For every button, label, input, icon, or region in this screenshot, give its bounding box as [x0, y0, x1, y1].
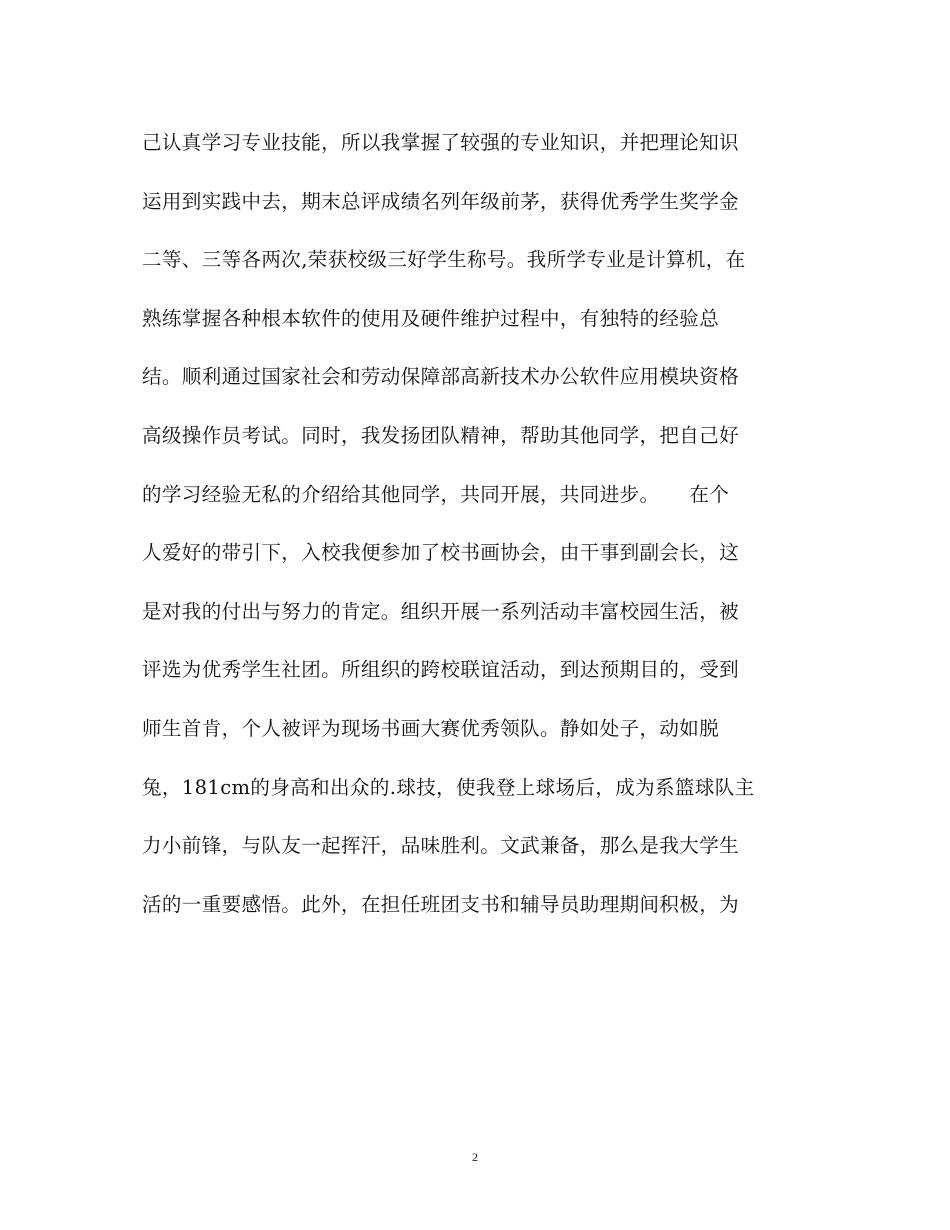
text-line: 兔，181cm的身高和出众的.球技，使我登上球场后，成为系篮球队主 [142, 775, 755, 799]
text-line: 是对我的付出与努力的肯定。组织开展一系列活动丰富校园生活，被 [142, 599, 740, 623]
text-line: 高级操作员考试。同时，我发扬团队精神，帮助其他同学，把自己好 [142, 423, 740, 447]
text-line: 的学习经验无私的介绍给其他同学，共同开展，共同进步。 在个 [142, 482, 730, 506]
body-text [142, 121, 822, 941]
text-line: 己认真学习专业技能，所以我掌握了较强的专业知识，并把理论知识 [142, 131, 740, 154]
text-line: 二等、三等各两次,荣获校级三好学生称号。我所学专业是计算机，在 [142, 248, 746, 272]
text-line: 熟练掌握各种根本软件的使用及硬件维护过程中，有独特的经验总 [142, 306, 720, 330]
page-number: 2 [472, 1150, 478, 1164]
text-line: 运用到实践中去，期末总评成绩名列年级前茅，获得优秀学生奖学金 [142, 189, 740, 213]
text-line: 人爱好的带引下，入校我便参加了校书画协会，由干事到副会长，这 [142, 541, 740, 565]
text-line: 力小前锋，与队友一起挥汗，品味胜利。文武兼备，那么是我大学生 [142, 834, 740, 858]
text-line: 评选为优秀学生社团。所组织的跨校联谊活动，到达预期目的，受到 [142, 658, 740, 682]
text-line: 活的一重要感悟。此外，在担任班团支书和辅导员助理期间积极，为 [142, 892, 740, 916]
text-line: 结。顺利通过国家社会和劳动保障部高新技术办公软件应用模块资格 [142, 365, 740, 389]
text-line: 师生首肯，个人被评为现场书画大赛优秀领队。静如处子，动如脱 [142, 716, 720, 740]
